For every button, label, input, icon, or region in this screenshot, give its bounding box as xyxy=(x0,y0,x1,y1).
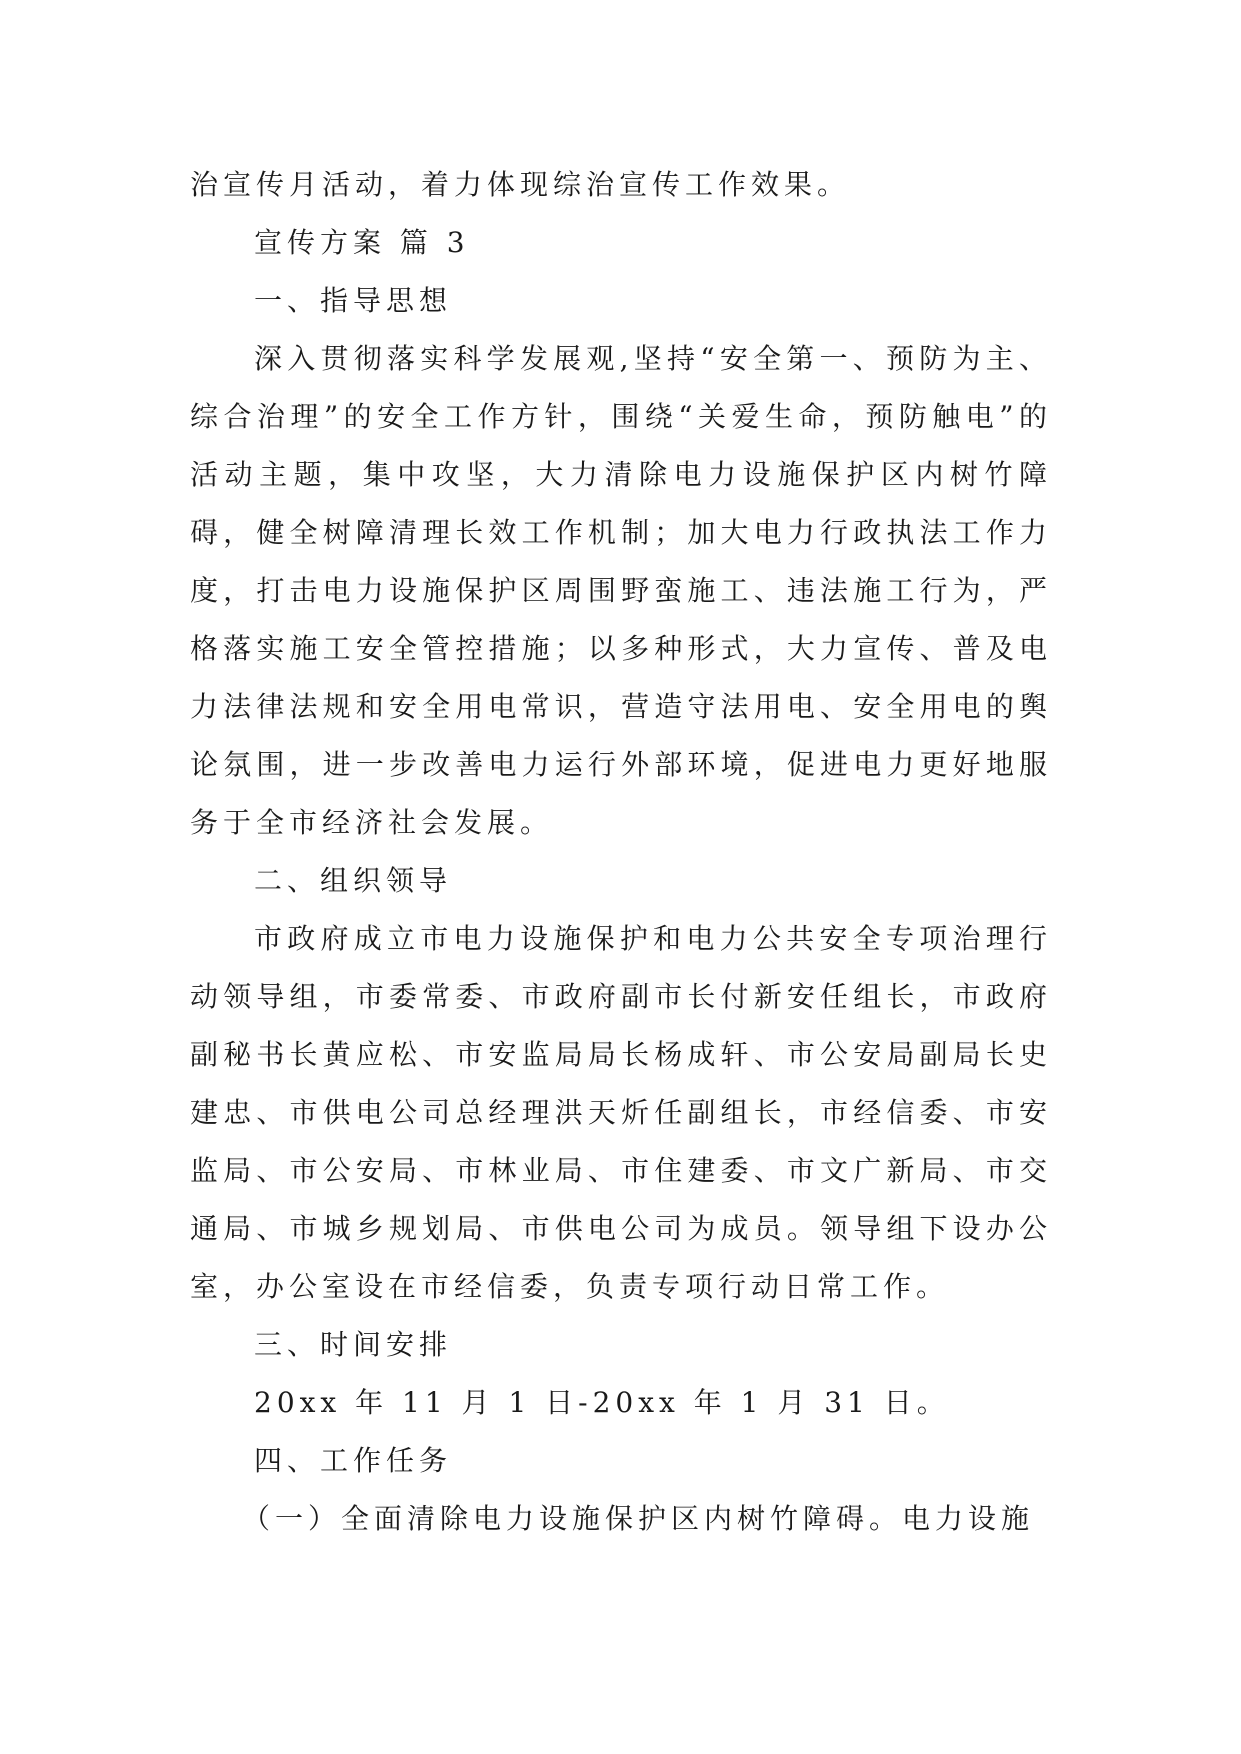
lead-continuation-paragraph: 治宣传月活动，着力体现综治宣传工作效果。 xyxy=(190,168,851,201)
part1-heading: 一、指导思想 xyxy=(254,284,453,317)
section-title: 宣传方案 篇 3 xyxy=(254,226,470,259)
part3-heading: 三、时间安排 xyxy=(254,1328,453,1361)
part2-body-paragraph: 市政府成立市电力设施保护和电力公共安全专项治理行动领导组，市委常委、市政府副市长付新安任组长，市政府副秘书长黄应松、市安监局局长杨成轩、市公安局副局长史建忠、市供电公司总经理洪天炘任副组长，市经信委、市安监局、市公安局、市林业局、市住建委、市文广新局、市交通局、市城乡规划局、市供电公司为成员。领导组下设办公室，办公室设在市经信委，负责专项行动日常工作。 xyxy=(190,922,1052,1303)
part3-body-paragraph: 20xx 年 11 月 1 日-20xx 年 1 月 31 日。 xyxy=(254,1386,950,1419)
part4-heading: 四、工作任务 xyxy=(254,1444,453,1477)
document-page xyxy=(190,156,1052,1548)
part2-heading: 二、组织领导 xyxy=(254,864,453,897)
part1-body-paragraph: 深入贯彻落实科学发展观,坚持“安全第一、预防为主、综合治理”的安全工作方针，围绕“关爱生命，预防触电”的活动主题，集中攻坚，大力清除电力设施保护区内树竹障碍，健全树障清理长效工作机制；加大电力行政执法工作力度，打击电力设施保护区周围野蛮施工、违法施工行为，严格落实施工安全管控措施；以多种形式，大力宣传、普及电力法律法规和安全用电常识，营造守法用电、安全用电的舆论氛围，进一步改善电力运行外部环境，促进电力更好地服务于全市经济社会发展。 xyxy=(190,342,1052,839)
part4-item1-paragraph: （一）全面清除电力设施保护区内树竹障碍。电力设施 xyxy=(242,1502,1035,1535)
